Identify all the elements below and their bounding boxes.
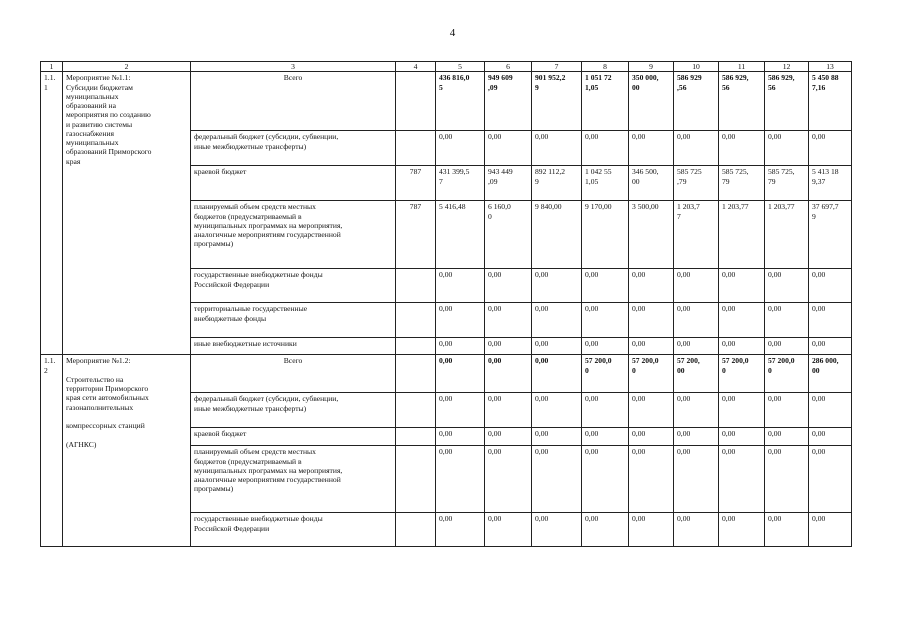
amount-cell: 350 000, 00: [629, 72, 674, 131]
amount-cell: 0,00: [809, 269, 852, 303]
amount-cell: 0,00: [485, 338, 532, 355]
amount-cell: 949 609 ,09: [485, 72, 532, 131]
amount-cell: 0,00: [809, 513, 852, 547]
amount-cell: 0,00: [532, 355, 582, 393]
amount-cell: 0,00: [719, 513, 765, 547]
amount-cell: 0,00: [809, 131, 852, 166]
budget-code: [396, 428, 436, 446]
budget-code: 787: [396, 166, 436, 201]
amount-cell: 0,00: [765, 428, 809, 446]
amount-cell: 0,00: [532, 131, 582, 166]
amount-cell: 0,00: [765, 393, 809, 428]
amount-cell: 0,00: [674, 393, 719, 428]
activity-name: Мероприятие №1.2: Строительство на территории Приморского края сети автомобильных газонаполнительных компрессорных станций (АГНКС): [63, 355, 191, 547]
funding-source: федеральный бюджет (субсидии, субвенции, иные межбюджетные трансферты): [191, 131, 396, 166]
budget-code: 787: [396, 201, 436, 269]
amount-cell: 5 450 88 7,16: [809, 72, 852, 131]
amount-cell: 0,00: [809, 393, 852, 428]
column-header: 13: [809, 62, 852, 72]
budget-code: [396, 338, 436, 355]
funding-source: федеральный бюджет (субсидии, субвенции, иные межбюджетные трансферты): [191, 393, 396, 428]
funding-source: иные внебюджетные источники: [191, 338, 396, 355]
amount-cell: 0,00: [436, 338, 485, 355]
amount-cell: 57 200,0 0: [629, 355, 674, 393]
amount-cell: 1 203,7 7: [674, 201, 719, 269]
amount-cell: 0,00: [765, 513, 809, 547]
amount-cell: 0,00: [582, 446, 629, 513]
amount-cell: 0,00: [629, 393, 674, 428]
amount-cell: 0,00: [719, 131, 765, 166]
amount-cell: 0,00: [809, 303, 852, 338]
budget-code: [396, 355, 436, 393]
header-row: [41, 62, 852, 72]
funding-source: Всего: [191, 72, 396, 131]
amount-cell: 1 203,77: [719, 201, 765, 269]
amount-cell: 37 697,7 9: [809, 201, 852, 269]
amount-cell: 57 200,0 0: [765, 355, 809, 393]
amount-cell: 0,00: [674, 338, 719, 355]
amount-cell: 0,00: [674, 446, 719, 513]
amount-cell: 0,00: [532, 446, 582, 513]
amount-cell: 9 170,00: [582, 201, 629, 269]
amount-cell: 1 042 55 1,05: [582, 166, 629, 201]
amount-cell: 0,00: [674, 131, 719, 166]
amount-cell: 0,00: [809, 338, 852, 355]
amount-cell: 1 051 72 1,05: [582, 72, 629, 131]
budget-code: [396, 131, 436, 166]
amount-cell: 1 203,77: [765, 201, 809, 269]
amount-cell: 0,00: [629, 269, 674, 303]
amount-cell: 286 000, 00: [809, 355, 852, 393]
amount-cell: 585 725 ,79: [674, 166, 719, 201]
amount-cell: 0,00: [719, 446, 765, 513]
amount-cell: 6 160,0 0: [485, 201, 532, 269]
amount-cell: 586 929, 56: [719, 72, 765, 131]
amount-cell: 3 500,00: [629, 201, 674, 269]
amount-cell: 0,00: [582, 131, 629, 166]
amount-cell: 0,00: [582, 338, 629, 355]
amount-cell: 57 200,0 0: [719, 355, 765, 393]
table-body: [41, 72, 852, 547]
amount-cell: 585 725, 79: [719, 166, 765, 201]
column-header: 6: [485, 62, 532, 72]
amount-cell: 0,00: [765, 338, 809, 355]
amount-cell: 57 200,0 0: [582, 355, 629, 393]
activity-code: 1.1. 2: [41, 355, 63, 547]
amount-cell: 0,00: [629, 446, 674, 513]
amount-cell: 0,00: [809, 446, 852, 513]
funding-source: Всего: [191, 355, 396, 393]
funding-source: государственные внебюджетные фонды Российской Федерации: [191, 269, 396, 303]
amount-cell: 0,00: [674, 513, 719, 547]
amount-cell: 0,00: [485, 303, 532, 338]
amount-cell: 586 929 ,56: [674, 72, 719, 131]
amount-cell: 0,00: [436, 393, 485, 428]
amount-cell: 943 449 ,09: [485, 166, 532, 201]
amount-cell: 0,00: [532, 428, 582, 446]
amount-cell: 0,00: [485, 446, 532, 513]
funding-source: территориальные государственные внебюджетные фонды: [191, 303, 396, 338]
funding-source: краевой бюджет: [191, 428, 396, 446]
activity-code: 1.1. 1: [41, 72, 63, 355]
amount-cell: 0,00: [532, 513, 582, 547]
amount-cell: 0,00: [629, 428, 674, 446]
budget-code: [396, 393, 436, 428]
amount-cell: 0,00: [582, 513, 629, 547]
amount-cell: 431 399,5 7: [436, 166, 485, 201]
amount-cell: 0,00: [629, 131, 674, 166]
budget-code: [396, 303, 436, 338]
budget-code: [396, 269, 436, 303]
amount-cell: 0,00: [674, 428, 719, 446]
amount-cell: 0,00: [485, 393, 532, 428]
column-header: 7: [532, 62, 582, 72]
amount-cell: 0,00: [485, 428, 532, 446]
funding-source: планируемый объем средств местных бюджетов (предусматриваемый в муниципальных программах на мероприятия, аналогичные мероприятиям государственной программы): [191, 201, 396, 269]
amount-cell: 0,00: [485, 513, 532, 547]
amount-cell: 0,00: [436, 131, 485, 166]
amount-cell: 0,00: [765, 446, 809, 513]
amount-cell: 0,00: [719, 269, 765, 303]
column-header: 1: [41, 62, 63, 72]
table-row: [41, 72, 852, 131]
column-header: 12: [765, 62, 809, 72]
amount-cell: 585 725, 79: [765, 166, 809, 201]
amount-cell: 9 840,00: [532, 201, 582, 269]
column-header: 2: [63, 62, 191, 72]
amount-cell: 0,00: [532, 269, 582, 303]
amount-cell: 0,00: [532, 393, 582, 428]
activity-name: Мероприятие №1.1: Субсидии бюджетам муниципальных образований на мероприятия по созданию и развитию системы газоснабжения муниципальных образований Приморского края: [63, 72, 191, 355]
budget-code: [396, 446, 436, 513]
column-header: 3: [191, 62, 396, 72]
amount-cell: 0,00: [485, 355, 532, 393]
amount-cell: 0,00: [674, 269, 719, 303]
amount-cell: 0,00: [436, 446, 485, 513]
amount-cell: 0,00: [485, 269, 532, 303]
column-header: 4: [396, 62, 436, 72]
amount-cell: 0,00: [485, 131, 532, 166]
budget-code: [396, 72, 436, 131]
amount-cell: 0,00: [719, 303, 765, 338]
amount-cell: 0,00: [674, 303, 719, 338]
amount-cell: 0,00: [765, 131, 809, 166]
amount-cell: 0,00: [582, 303, 629, 338]
amount-cell: 0,00: [582, 393, 629, 428]
amount-cell: 0,00: [582, 428, 629, 446]
amount-cell: 0,00: [532, 338, 582, 355]
amount-cell: 0,00: [765, 303, 809, 338]
column-header: 11: [719, 62, 765, 72]
amount-cell: 0,00: [629, 513, 674, 547]
amount-cell: 0,00: [809, 428, 852, 446]
amount-cell: 0,00: [436, 303, 485, 338]
amount-cell: 0,00: [629, 338, 674, 355]
amount-cell: 0,00: [719, 393, 765, 428]
table-row: [41, 355, 852, 393]
amount-cell: 5 413 18 9,37: [809, 166, 852, 201]
amount-cell: 0,00: [629, 303, 674, 338]
amount-cell: 0,00: [719, 338, 765, 355]
amount-cell: 0,00: [765, 269, 809, 303]
funding-source: государственные внебюджетные фонды Российской Федерации: [191, 513, 396, 547]
amount-cell: 0,00: [719, 428, 765, 446]
amount-cell: 436 816,0 5: [436, 72, 485, 131]
amount-cell: 57 200, 00: [674, 355, 719, 393]
funding-source: краевой бюджет: [191, 166, 396, 201]
column-header: 8: [582, 62, 629, 72]
amount-cell: 586 929, 56: [765, 72, 809, 131]
budget-code: [396, 513, 436, 547]
amount-cell: 0,00: [436, 355, 485, 393]
column-header: 10: [674, 62, 719, 72]
amount-cell: 901 952,2 9: [532, 72, 582, 131]
amount-cell: 5 416,48: [436, 201, 485, 269]
amount-cell: 0,00: [532, 303, 582, 338]
funding-source: планируемый объем средств местных бюджетов (предусматриваемый в муниципальных программах на мероприятия, аналогичные мероприятиям государственной программы): [191, 446, 396, 513]
budget-table: [40, 61, 852, 547]
amount-cell: 0,00: [436, 269, 485, 303]
amount-cell: 0,00: [436, 513, 485, 547]
page-number: 4: [449, 27, 456, 39]
amount-cell: 0,00: [436, 428, 485, 446]
column-header: 9: [629, 62, 674, 72]
amount-cell: 346 500, 00: [629, 166, 674, 201]
column-header: 5: [436, 62, 485, 72]
amount-cell: 0,00: [582, 269, 629, 303]
amount-cell: 892 112,2 9: [532, 166, 582, 201]
